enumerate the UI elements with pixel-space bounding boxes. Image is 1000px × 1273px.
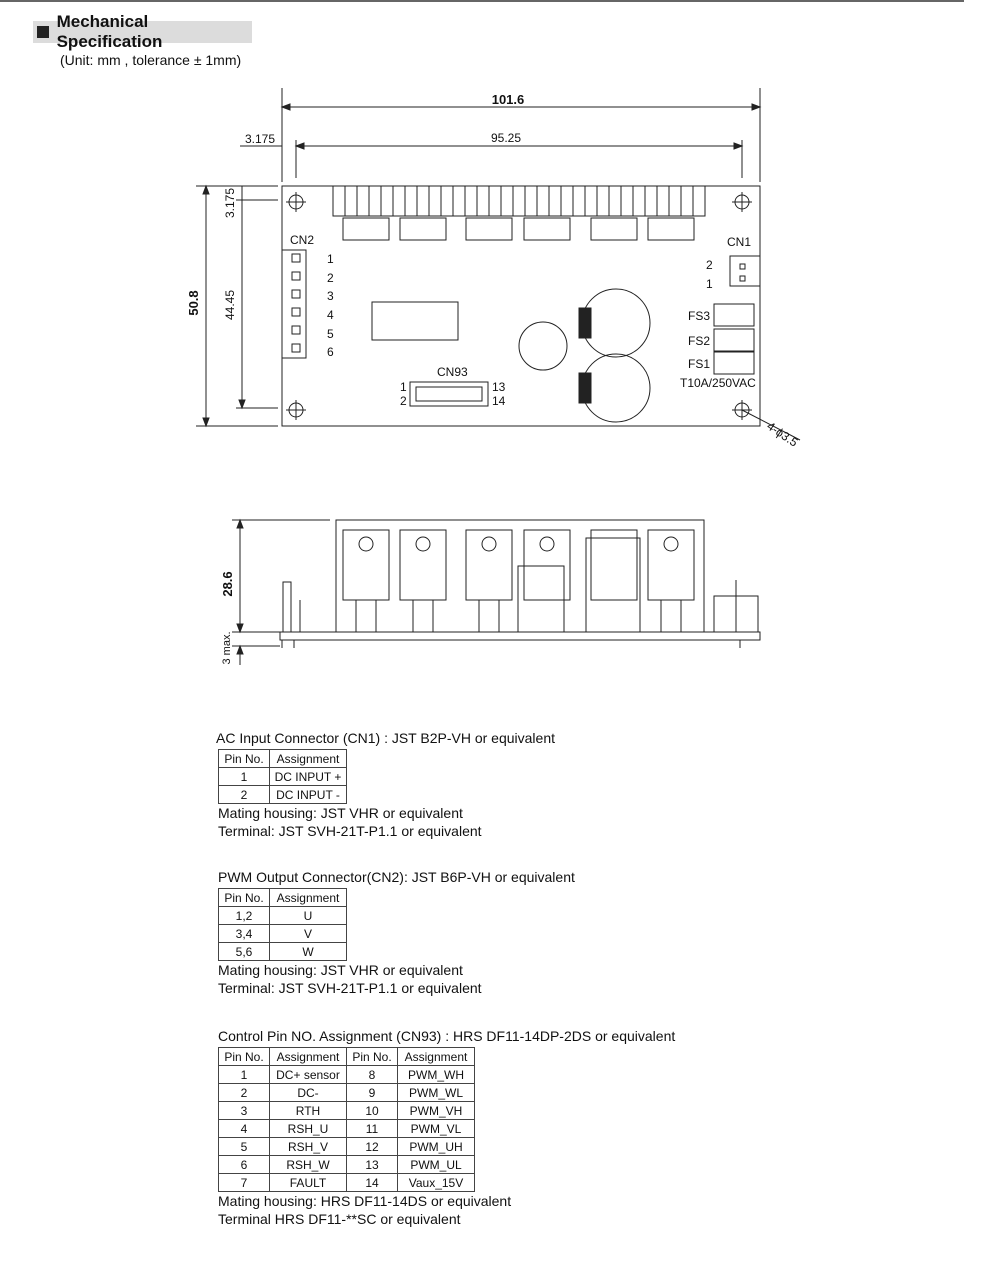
cell: 1 [219,768,270,786]
dim-offset: 3.175 [244,132,276,146]
cn1-note: Terminal: JST SVH-21T-P1.1 or equivalent [218,823,482,839]
header-cell: Pin No. [219,750,270,768]
cn2-pin: 3 [327,289,334,303]
cn2-note: Mating housing: JST VHR or equivalent [218,962,463,978]
cn1-pin: 2 [706,258,713,272]
table-row [219,1102,475,1120]
cn93-note: Mating housing: HRS DF11-14DS or equivalent [218,1193,512,1209]
cn2-pin: 1 [327,252,334,266]
dim-width: 101.6 [491,92,525,107]
cn2-pin: 4 [327,308,334,322]
cell: 1 [219,1066,270,1084]
cell: 4 [219,1120,270,1138]
hole-note: 4-ϕ3.5 [764,418,801,450]
fuse-rating: T10A/250VAC [680,376,756,390]
cell: DC INPUT - [270,786,347,804]
dim-top: 3.175 [223,187,237,219]
cell: 5,6 [219,943,270,961]
cn93-label: CN93 [437,365,468,379]
cn2-title: PWM Output Connector(CN2): JST B6P-VH or equivalent [218,869,575,885]
cell: 10 [347,1102,398,1120]
cell: DC+ sensor [270,1066,347,1084]
cn1-section [218,730,555,840]
header-cell: Pin No. [219,889,270,907]
dim-holes: 95.25 [490,131,522,145]
table-row [219,907,347,925]
cell: DC INPUT + [270,768,347,786]
header-cell: Assignment [270,750,347,768]
cn2-pin: 5 [327,327,334,341]
cell: 11 [347,1120,398,1138]
unit-note: (Unit: mm , tolerance ± 1mm) [60,52,242,68]
table-row [219,1066,475,1084]
cn2-note: Terminal: JST SVH-21T-P1.1 or equivalent [218,980,482,996]
cn1-label: CN1 [727,235,752,249]
cell: 2 [219,786,270,804]
table-row [219,1138,475,1156]
cell: RSH_V [270,1138,347,1156]
header-cell: Assignment [270,1048,347,1066]
header-cell: Pin No. [347,1048,398,1066]
cn1-note: Mating housing: JST VHR or equivalent [218,805,463,821]
dim-side-height: 28.6 [220,571,235,597]
dim-height: 50.8 [186,290,201,316]
cn1-title: AC Input Connector (CN1) : JST B2P-VH or equivalent [216,730,556,746]
cn2-pin: 2 [327,271,334,285]
cell: 12 [347,1138,398,1156]
table-row [219,1084,475,1102]
table-row [219,1120,475,1138]
cell: RSH_W [270,1156,347,1174]
cell: PWM_UL [398,1156,475,1174]
cn93-note: Terminal HRS DF11-**SC or equivalent [218,1211,461,1227]
cn2-section [218,869,575,997]
cn93-title: Control Pin NO. Assignment (CN93) : HRS DF11-14DP-2DS or equivalent [218,1028,676,1044]
cn93-table [218,1047,475,1192]
cell: PWM_VH [398,1102,475,1120]
table-row [219,925,347,943]
cn93-pin: 1 [400,380,407,394]
cn2-label: CN2 [290,233,315,247]
cn93-pin: 2 [400,394,407,408]
table-row [219,786,347,804]
cell: RTH [270,1102,347,1120]
table-header-row [219,889,347,907]
cell: 2 [219,1084,270,1102]
table-row [219,1174,475,1192]
header-cell: Pin No. [219,1048,270,1066]
cell: 13 [347,1156,398,1174]
cell: PWM_WL [398,1084,475,1102]
cn93-section [218,1028,675,1228]
cell: 3,4 [219,925,270,943]
cell: 5 [219,1138,270,1156]
cell: Vaux_15V [398,1174,475,1192]
cn1-pin: 1 [706,277,713,291]
cell: 14 [347,1174,398,1192]
cell: 1,2 [219,907,270,925]
cn1-table [218,749,347,804]
table-header-row [219,1048,475,1066]
cell: 7 [219,1174,270,1192]
cell: V [270,925,347,943]
cell: FAULT [270,1174,347,1192]
fuse-label: FS1 [688,357,711,371]
table-row [219,943,347,961]
cell: DC- [270,1084,347,1102]
table-row [219,768,347,786]
cell: RSH_U [270,1120,347,1138]
table-row [219,1156,475,1174]
fuse-label: FS2 [688,334,711,348]
cell: PWM_WH [398,1066,475,1084]
cell: 8 [347,1066,398,1084]
header-cell: Assignment [270,889,347,907]
dim-cn2: 44.45 [223,289,237,321]
cell: PWM_VL [398,1120,475,1138]
cell: PWM_UH [398,1138,475,1156]
cell: 3 [219,1102,270,1120]
cell: 6 [219,1156,270,1174]
cell: 9 [347,1084,398,1102]
dim-side-max: 3 max. [221,631,233,665]
cn93-pin: 14 [492,394,506,408]
header-cell: Assignment [398,1048,475,1066]
cn93-pin: 13 [492,380,506,394]
cn2-table [218,888,347,961]
table-header-row [219,750,347,768]
heading-title: Mechanical Specification [56,12,163,51]
cn2-pin: 6 [327,345,334,359]
fuse-label: FS3 [688,309,711,323]
cell: U [270,907,347,925]
cell: W [270,943,347,961]
